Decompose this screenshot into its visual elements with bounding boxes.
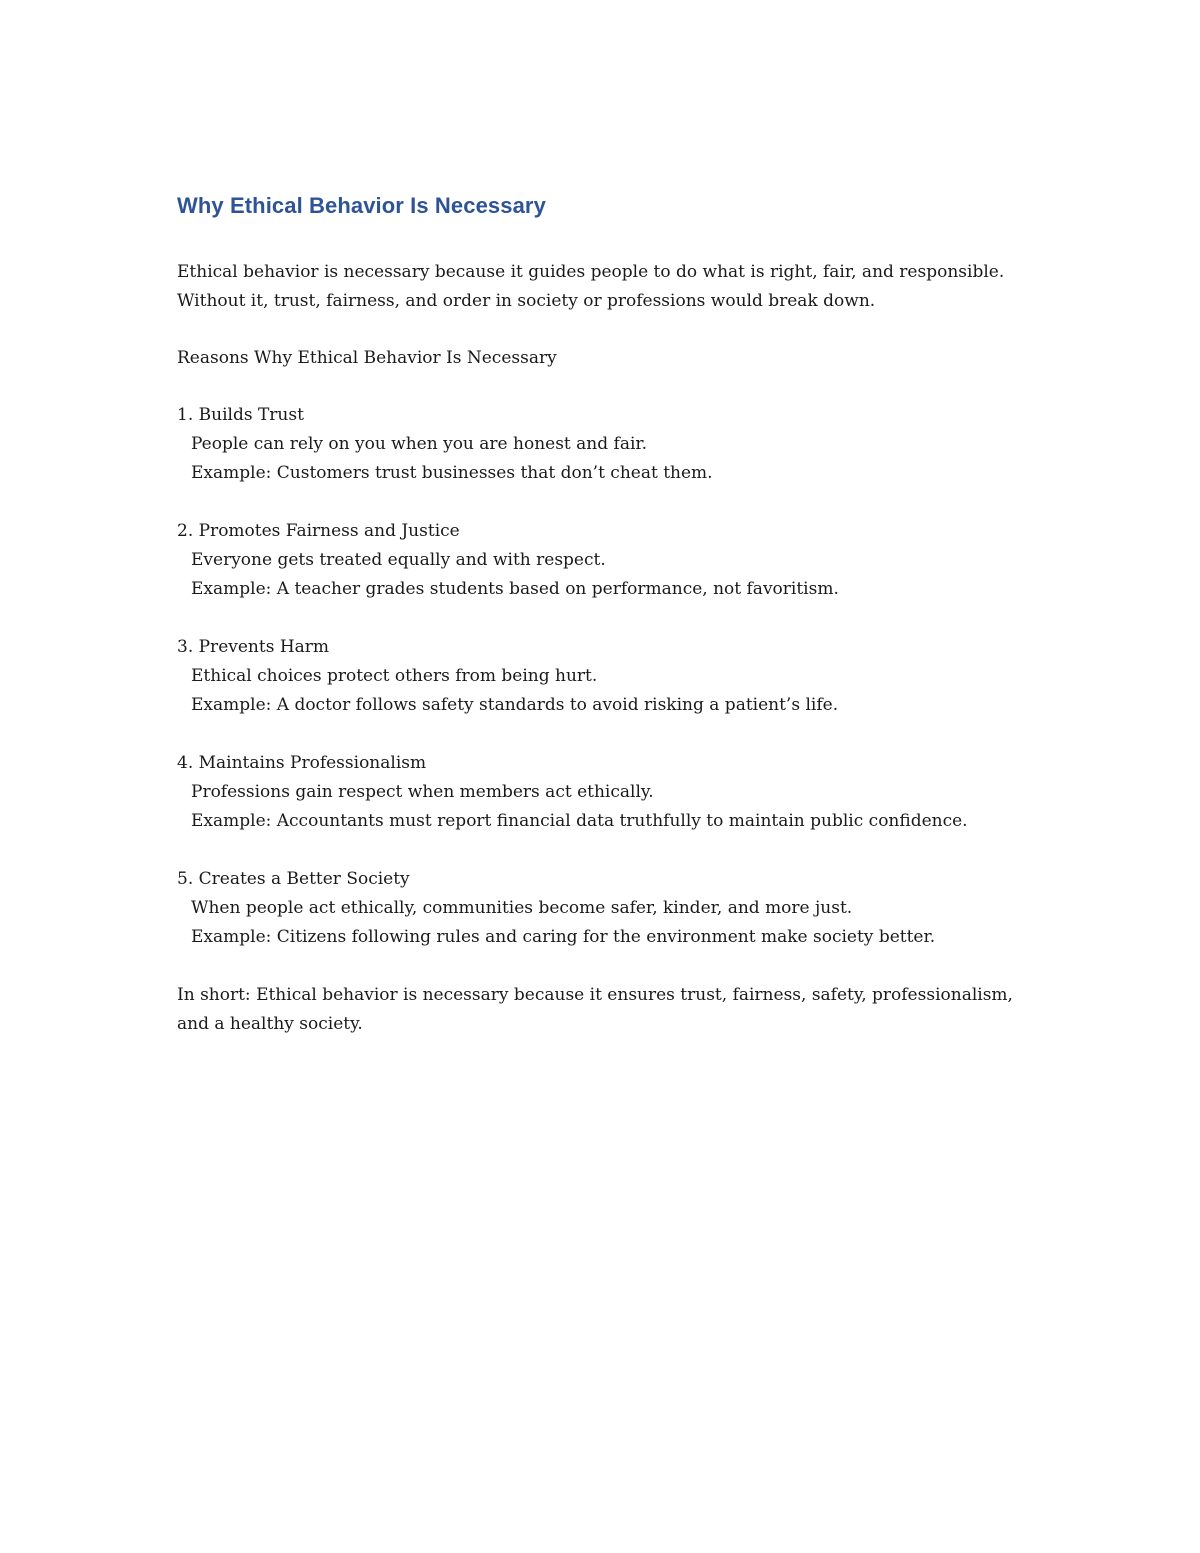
reason-item xyxy=(177,633,1037,720)
reason-example: Example: Accountants must report financial data truthfully to maintain public confidence. xyxy=(191,811,968,831)
document-title: Why Ethical Behavior Is Necessary xyxy=(177,193,546,218)
reason-description: Ethical choices protect others from being hurt. xyxy=(191,666,598,686)
reason-item xyxy=(177,749,1037,836)
reason-example: Example: A teacher grades students based on performance, not favoritism. xyxy=(191,579,839,599)
reason-example: Example: A doctor follows safety standards to avoid risking a patient’s life. xyxy=(191,695,839,715)
intro-paragraph: Ethical behavior is necessary because it guides people to do what is right, fair, and responsible. Without it, trust, fairness, and order in society or professions would break down. xyxy=(177,262,1005,311)
section-heading: Reasons Why Ethical Behavior Is Necessary xyxy=(177,348,557,368)
reason-heading: 3. Prevents Harm xyxy=(177,637,330,657)
reason-item xyxy=(177,865,1037,952)
reason-example: Example: Citizens following rules and caring for the environment make society better. xyxy=(191,927,936,947)
reason-description: Professions gain respect when members act ethically. xyxy=(191,782,654,802)
reason-heading: 4. Maintains Professionalism xyxy=(177,753,427,773)
reason-heading: 5. Creates a Better Society xyxy=(177,869,410,889)
reason-description: People can rely on you when you are honest and fair. xyxy=(191,434,648,454)
reasons-list xyxy=(177,401,1037,952)
reason-heading: 2. Promotes Fairness and Justice xyxy=(177,521,460,541)
reason-item xyxy=(177,401,1037,488)
summary-paragraph: In short: Ethical behavior is necessary because it ensures trust, fairness, safety, professionalism, and a healthy society. xyxy=(177,985,1013,1034)
reason-example: Example: Customers trust businesses that don’t cheat them. xyxy=(191,463,713,483)
reason-description: Everyone gets treated equally and with respect. xyxy=(191,550,606,570)
reason-description: When people act ethically, communities become safer, kinder, and more just. xyxy=(191,898,853,918)
document-body xyxy=(177,190,1037,1039)
reason-heading: 1. Builds Trust xyxy=(177,405,304,425)
reason-item xyxy=(177,517,1037,604)
